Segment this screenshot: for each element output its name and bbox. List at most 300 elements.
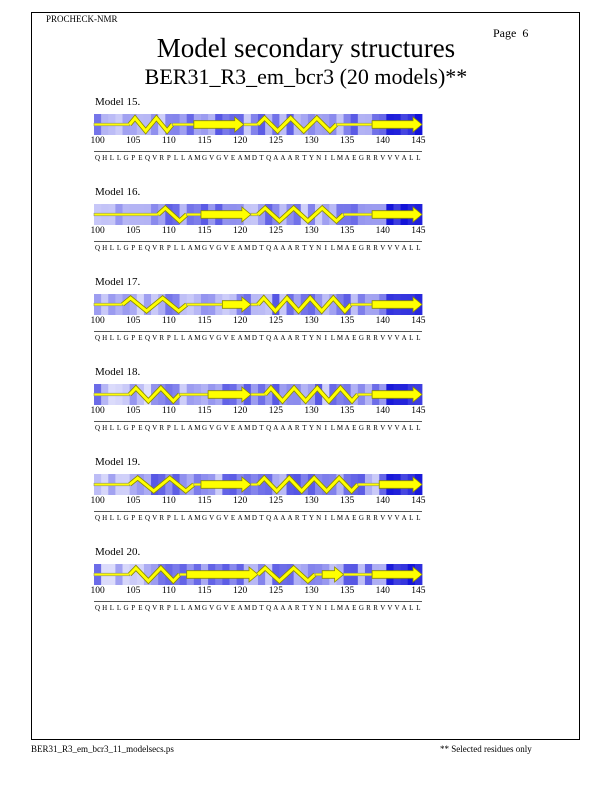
residue-number-axis: [0, 586, 612, 598]
residue-letter: Q: [95, 424, 101, 432]
residue-letter: A: [187, 514, 193, 522]
residue-letter: A: [273, 424, 279, 432]
residue-letter: A: [287, 424, 293, 432]
residue-letter: L: [416, 514, 421, 522]
residue-letter: R: [366, 514, 371, 522]
residue-letter: R: [366, 154, 371, 162]
residue-letter: L: [180, 154, 186, 162]
residue-tick-label: 115: [197, 406, 212, 416]
residue-letter: P: [166, 514, 171, 522]
coil-segment: [187, 303, 223, 306]
residue-letter: P: [166, 334, 171, 342]
residue-letter: A: [344, 424, 350, 432]
residue-tick-label: 145: [411, 316, 426, 326]
residue-letter: Q: [266, 424, 272, 432]
coil-segment: [251, 483, 258, 486]
residue-tick-label: 110: [161, 136, 176, 146]
residue-tick-label: 135: [340, 136, 355, 146]
residue-letter: Q: [144, 244, 150, 252]
residue-letter: L: [173, 244, 179, 252]
residue-letter: G: [216, 154, 222, 162]
residue-letter: H: [102, 244, 108, 252]
residue-letter: H: [102, 334, 108, 342]
residue-letter: A: [273, 334, 279, 342]
residue-tick-label: 135: [340, 496, 355, 506]
residue-letter: V: [387, 604, 393, 612]
residue-tick-label: 100: [90, 316, 105, 326]
residue-letter: G: [216, 514, 222, 522]
residue-letter: E: [352, 334, 357, 342]
residue-tick-label: 130: [304, 226, 319, 236]
residue-letter: D: [251, 514, 257, 522]
model-block: [0, 546, 612, 636]
residue-letter: G: [216, 244, 222, 252]
residue-letter: A: [280, 514, 286, 522]
residue-letter: N: [316, 514, 322, 522]
sequence-rule: [94, 151, 422, 152]
residue-letter: T: [302, 334, 307, 342]
secondary-structure-strip: [94, 204, 422, 225]
residue-letter: V: [209, 514, 215, 522]
residue-letter: M: [194, 244, 201, 252]
residue-letter: G: [358, 514, 364, 522]
residue-letter: A: [273, 604, 279, 612]
residue-letter: V: [152, 334, 158, 342]
residue-letter: M: [336, 334, 344, 342]
secondary-structure-strip: [94, 564, 422, 585]
residue-letter: M: [194, 424, 201, 432]
residue-letter: E: [138, 514, 143, 522]
residue-letter: V: [394, 244, 400, 252]
residue-letter: Q: [95, 334, 101, 342]
residue-letter: G: [123, 604, 129, 612]
residue-letter: G: [201, 514, 208, 522]
residue-tick-label: 100: [90, 586, 105, 596]
residue-tick-label: 120: [233, 586, 248, 596]
residue-letter: A: [401, 424, 407, 432]
secondary-structure-strip: [94, 114, 422, 135]
residue-letter: Y: [308, 154, 314, 162]
residue-letter: N: [316, 154, 322, 162]
residue-letter: Q: [144, 514, 150, 522]
residue-letter: Q: [95, 514, 101, 522]
residue-tick-label: 125: [268, 406, 283, 416]
residue-letter: T: [259, 604, 264, 612]
residue-tick-label: 145: [411, 406, 426, 416]
residue-tick-label: 140: [375, 586, 390, 596]
residue-sequence: [94, 244, 422, 254]
residue-letter: V: [394, 154, 400, 162]
footer-note: ** Selected residues only: [440, 744, 532, 754]
residue-tick-label: 105: [126, 136, 141, 146]
residue-letter: L: [180, 514, 186, 522]
residue-letter: Q: [144, 604, 150, 612]
residue-tick-label: 125: [268, 136, 283, 146]
residue-letter: L: [416, 604, 421, 612]
residue-letter: R: [159, 154, 165, 162]
residue-letter: L: [180, 334, 186, 342]
residue-tick-label: 105: [126, 226, 141, 236]
residue-letter: A: [187, 244, 193, 252]
residue-letter: T: [259, 334, 264, 342]
coil-segment: [194, 483, 201, 486]
residue-letter: M: [336, 514, 344, 522]
coil-segment: [344, 573, 373, 576]
residue-letter: E: [352, 514, 357, 522]
residue-letter: T: [302, 514, 307, 522]
residue-tick-label: 120: [233, 316, 248, 326]
residue-letter: G: [216, 604, 222, 612]
residue-tick-label: 135: [340, 586, 355, 596]
secondary-structure-strip: [94, 294, 422, 315]
residue-letter: I: [324, 424, 327, 432]
residue-letter: N: [316, 424, 322, 432]
residue-letter: Y: [308, 604, 314, 612]
residue-tick-label: 135: [340, 226, 355, 236]
residue-letter: A: [237, 244, 243, 252]
residue-letter: D: [251, 244, 257, 252]
model-label: Model 17.: [95, 276, 141, 288]
residue-tick-label: 140: [375, 496, 390, 506]
residue-letter: V: [152, 424, 158, 432]
residue-tick-label: 120: [233, 496, 248, 506]
residue-letter: M: [244, 154, 251, 162]
residue-tick-label: 105: [126, 496, 141, 506]
residue-letter: E: [352, 424, 357, 432]
residue-number-axis: [0, 316, 612, 328]
coil-segment: [94, 123, 130, 126]
residue-tick-label: 125: [268, 316, 283, 326]
residue-number-axis: [0, 406, 612, 418]
residue-tick-label: 120: [233, 136, 248, 146]
residue-sequence: [94, 424, 422, 434]
residue-tick-label: 115: [197, 226, 212, 236]
residue-letter: A: [280, 334, 286, 342]
model-block: [0, 366, 612, 456]
residue-letter: L: [109, 244, 114, 252]
residue-letter: A: [187, 154, 193, 162]
coil-segment: [315, 573, 322, 576]
residue-letter: D: [251, 604, 257, 612]
residue-letter: L: [409, 334, 414, 342]
residue-sequence: [94, 604, 422, 614]
residue-letter: V: [380, 514, 386, 522]
residue-letter: M: [194, 604, 201, 612]
model-label: Model 16.: [95, 186, 141, 198]
residue-letter: V: [223, 244, 229, 252]
model-label: Model 18.: [95, 366, 141, 378]
residue-letter: N: [316, 334, 322, 342]
residue-letter: G: [123, 514, 129, 522]
residue-letter: L: [116, 424, 122, 432]
residue-letter: V: [223, 154, 229, 162]
model-block: [0, 186, 612, 276]
residue-letter: V: [209, 244, 215, 252]
residue-letter: A: [287, 334, 293, 342]
residue-letter: L: [116, 604, 122, 612]
residue-letter: Q: [266, 514, 272, 522]
model-block: [0, 276, 612, 366]
residue-letter: H: [102, 514, 108, 522]
residue-letter: L: [180, 604, 186, 612]
residue-letter: Q: [144, 334, 150, 342]
residue-letter: P: [131, 514, 136, 522]
model-label: Model 15.: [95, 96, 141, 108]
residue-letter: N: [316, 244, 322, 252]
page-title: Model secondary structures: [156, 33, 456, 63]
residue-letter: E: [138, 244, 143, 252]
residue-number-axis: [0, 226, 612, 238]
residue-letter: M: [244, 604, 251, 612]
residue-tick-label: 110: [161, 496, 176, 506]
coil-segment: [251, 213, 258, 216]
residue-tick-label: 145: [411, 136, 426, 146]
residue-letter: R: [366, 334, 371, 342]
coil-segment: [94, 573, 130, 576]
residue-letter: R: [294, 244, 300, 252]
residue-letter: Q: [95, 604, 101, 612]
residue-letter: V: [209, 154, 215, 162]
residue-letter: A: [344, 334, 350, 342]
residue-letter: V: [394, 424, 400, 432]
residue-letter: G: [201, 244, 208, 252]
residue-letter: M: [244, 514, 251, 522]
residue-letter: A: [280, 154, 286, 162]
residue-letter: R: [373, 244, 378, 252]
residue-letter: E: [138, 154, 143, 162]
residue-letter: A: [237, 154, 243, 162]
coil-segment: [94, 483, 130, 486]
residue-letter: G: [358, 424, 364, 432]
residue-letter: Q: [266, 244, 272, 252]
residue-letter: A: [344, 244, 350, 252]
residue-letter: T: [259, 424, 264, 432]
residue-letter: E: [230, 514, 236, 522]
residue-tick-label: 100: [90, 496, 105, 506]
residue-letter: Q: [144, 424, 150, 432]
residue-letter: R: [366, 604, 371, 612]
residue-letter: D: [251, 424, 257, 432]
residue-letter: L: [116, 244, 122, 252]
residue-letter: E: [352, 604, 357, 612]
residue-letter: G: [358, 244, 364, 252]
residue-letter: L: [173, 424, 179, 432]
residue-tick-label: 100: [90, 406, 105, 416]
residue-letter: L: [116, 514, 122, 522]
residue-letter: E: [352, 154, 357, 162]
residue-letter: L: [416, 334, 421, 342]
residue-letter: T: [259, 154, 264, 162]
coil-segment: [172, 123, 193, 126]
residue-letter: A: [237, 514, 243, 522]
residue-letter: L: [180, 244, 186, 252]
residue-letter: A: [287, 154, 293, 162]
residue-letter: V: [380, 604, 386, 612]
residue-tick-label: 115: [197, 496, 212, 506]
residue-letter: T: [259, 514, 264, 522]
residue-letter: G: [201, 424, 208, 432]
residue-tick-label: 145: [411, 586, 426, 596]
residue-letter: R: [373, 514, 378, 522]
residue-letter: L: [409, 604, 414, 612]
coil-segment: [351, 303, 372, 306]
residue-letter: I: [324, 154, 327, 162]
residue-letter: L: [409, 424, 414, 432]
residue-letter: V: [223, 604, 229, 612]
residue-letter: T: [302, 244, 307, 252]
residue-letter: M: [244, 244, 251, 252]
residue-letter: R: [373, 604, 378, 612]
residue-letter: G: [216, 424, 222, 432]
residue-letter: A: [273, 514, 279, 522]
residue-letter: P: [131, 154, 136, 162]
coil-segment: [358, 393, 372, 396]
residue-letter: L: [180, 424, 186, 432]
residue-letter: M: [336, 154, 344, 162]
residue-letter: Q: [266, 604, 272, 612]
residue-letter: R: [373, 154, 378, 162]
residue-letter: R: [373, 424, 378, 432]
residue-letter: V: [209, 604, 215, 612]
residue-tick-label: 140: [375, 406, 390, 416]
residue-letter: R: [294, 514, 300, 522]
residue-tick-label: 115: [197, 316, 212, 326]
residue-tick-label: 110: [161, 316, 176, 326]
coil-segment: [180, 393, 209, 396]
page-label: Page: [493, 26, 517, 40]
residue-tick-label: 105: [126, 316, 141, 326]
residue-letter: D: [251, 334, 257, 342]
residue-letter: Y: [308, 424, 314, 432]
residue-letter: R: [373, 334, 378, 342]
residue-letter: V: [380, 154, 386, 162]
residue-number-axis: [0, 496, 612, 508]
residue-letter: L: [416, 424, 421, 432]
coil-segment: [344, 213, 373, 216]
residue-letter: L: [173, 514, 179, 522]
page-number-value: 6: [522, 26, 529, 40]
coil-segment: [244, 123, 258, 126]
model-block: [0, 456, 612, 546]
residue-tick-label: 140: [375, 316, 390, 326]
residue-letter: L: [409, 154, 414, 162]
residue-letter: G: [201, 604, 208, 612]
residue-sequence: [94, 154, 422, 164]
residue-letter: V: [387, 244, 393, 252]
residue-letter: M: [244, 334, 251, 342]
residue-letter: L: [416, 154, 421, 162]
residue-letter: M: [336, 604, 344, 612]
residue-letter: R: [159, 244, 165, 252]
residue-letter: V: [387, 334, 393, 342]
residue-letter: E: [230, 334, 236, 342]
residue-letter: L: [116, 334, 122, 342]
residue-letter: P: [131, 424, 136, 432]
residue-letter: L: [109, 334, 114, 342]
residue-letter: D: [251, 154, 257, 162]
residue-letter: A: [401, 604, 407, 612]
program-name: PROCHECK-NMR: [46, 14, 118, 24]
residue-sequence: [94, 514, 422, 524]
residue-letter: V: [380, 334, 386, 342]
residue-letter: T: [302, 154, 307, 162]
residue-tick-label: 130: [304, 496, 319, 506]
coil-segment: [180, 573, 187, 576]
residue-letter: Y: [308, 244, 314, 252]
sequence-rule: [94, 241, 422, 242]
residue-letter: A: [287, 604, 293, 612]
residue-letter: T: [302, 604, 307, 612]
secondary-structure-strip: [94, 474, 422, 495]
residue-letter: R: [294, 154, 300, 162]
residue-letter: P: [166, 604, 171, 612]
residue-letter: M: [244, 424, 251, 432]
residue-letter: G: [201, 154, 208, 162]
residue-letter: G: [216, 334, 222, 342]
residue-tick-label: 130: [304, 136, 319, 146]
residue-letter: L: [173, 154, 179, 162]
residue-letter: L: [330, 334, 335, 342]
residue-letter: E: [138, 334, 143, 342]
residue-letter: V: [209, 424, 215, 432]
residue-tick-label: 105: [126, 586, 141, 596]
residue-tick-label: 145: [411, 496, 426, 506]
residue-tick-label: 125: [268, 586, 283, 596]
residue-letter: R: [159, 334, 165, 342]
residue-letter: P: [131, 604, 136, 612]
residue-letter: R: [294, 424, 300, 432]
residue-letter: R: [159, 424, 165, 432]
residue-letter: L: [173, 334, 179, 342]
residue-letter: M: [336, 424, 344, 432]
residue-letter: G: [123, 334, 129, 342]
residue-letter: P: [166, 244, 171, 252]
coil-segment: [358, 483, 379, 486]
residue-letter: V: [387, 154, 393, 162]
residue-tick-label: 110: [161, 406, 176, 416]
residue-letter: V: [223, 424, 229, 432]
residue-tick-label: 130: [304, 316, 319, 326]
residue-letter: P: [131, 334, 136, 342]
residue-letter: V: [209, 334, 215, 342]
residue-letter: A: [273, 244, 279, 252]
residue-letter: E: [230, 244, 236, 252]
residue-letter: G: [123, 154, 129, 162]
residue-letter: V: [223, 334, 229, 342]
residue-letter: P: [166, 154, 171, 162]
residue-letter: L: [409, 514, 414, 522]
residue-letter: A: [237, 334, 243, 342]
residue-letter: A: [280, 604, 286, 612]
residue-letter: R: [366, 424, 371, 432]
residue-letter: Q: [266, 154, 272, 162]
residue-letter: Q: [95, 154, 101, 162]
residue-letter: I: [324, 604, 327, 612]
residue-tick-label: 115: [197, 586, 212, 596]
residue-letter: R: [159, 604, 165, 612]
residue-letter: E: [230, 604, 236, 612]
residue-letter: T: [259, 244, 264, 252]
residue-tick-label: 135: [340, 406, 355, 416]
residue-letter: A: [280, 244, 286, 252]
residue-letter: G: [358, 604, 364, 612]
residue-letter: P: [166, 424, 171, 432]
residue-letter: R: [159, 514, 165, 522]
residue-tick-label: 115: [197, 136, 212, 146]
residue-tick-label: 135: [340, 316, 355, 326]
model-label: Model 20.: [95, 546, 141, 558]
residue-letter: V: [380, 424, 386, 432]
